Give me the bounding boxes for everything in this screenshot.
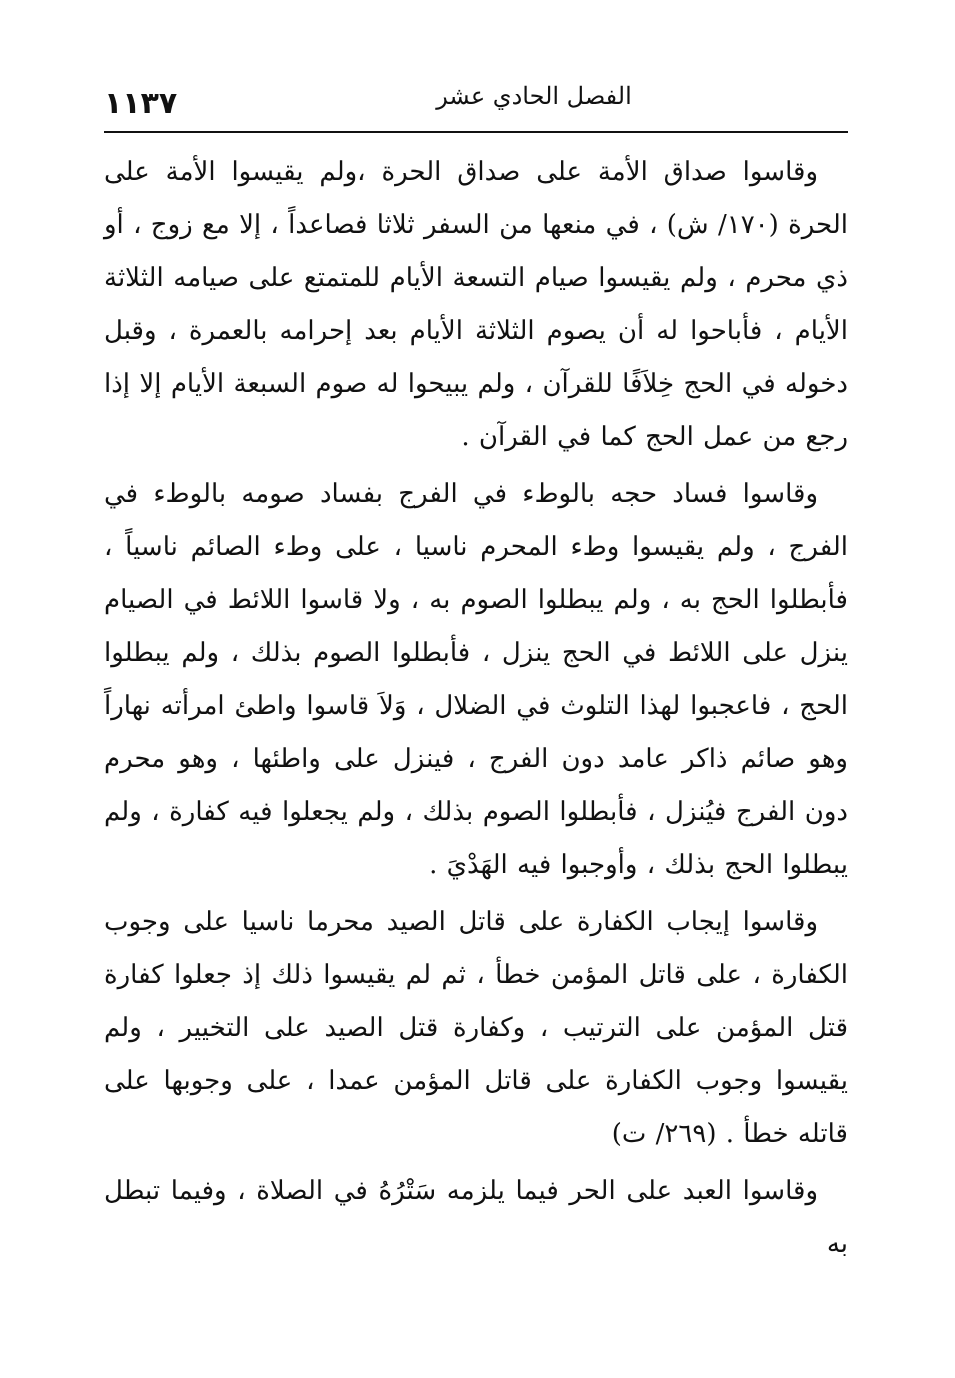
paragraph: وقاسوا فساد حجه بالوطء في الفرج بفساد صومه بالوطء في الفرج ، ولم يقيسوا وطء المحرم ناسيا ، على وطء الصائم ناسياً ، فأبطلوا الحج به ، ولم يبطلوا الصوم به ، ولا قاسوا اللائط في الصيام ينزل على اللائط في الحج ينزل ، فأبطلوا الصوم بذلك ، ولم يبطلوا الحج ، فاعجبوا لهذا التلوث في الضلال ، وَلاَ قاسوا واطئ امرأته نهاراً وهو صائم ذاكر عامد دون الفرج ، فينزل على واطئها ، وهو محرم دون الفرج فيُنزل ، فأبطلوا الصوم بذلك ، ولم يجعلوا فيه كفارة ، ولم يبطلوا الحج بذلك ، وأوجبوا فيه الهَدْيَ .	[104, 479, 848, 880]
page-header	[104, 72, 848, 128]
running-head: الفصل الحادي عشر	[436, 82, 632, 110]
paragraph: وقاسوا العبد على الحر فيما يلزمه سَتْرُهُ في الصلاة ، وفيما تبطل به	[104, 1176, 848, 1259]
paragraph: وقاسوا صداق الأمة على صداق الحرة ،ولم يقيسوا الأمة على الحرة (١٧٠/ ش) ، في منعها من السفر ثلاثا فصاعداً ، إلا مع زوج ، أو ذي محرم ، ولم يقيسوا صيام التسعة الأيام للمتمتع على صيامه الثلاثة الأيام ، فأباحوا له أن يصوم الثلاثة الأيام بعد إحرامه بالعمرة ، وقبل دخوله في الحج خِلاَفًا للقرآن ، ولم يبيحوا له صوم السبعة الأيام إلا إذا رجع من عمل الحج كما في القرآن .	[104, 157, 848, 452]
header-rule	[104, 131, 848, 133]
page-number: ١١٣٧	[104, 86, 178, 121]
body-text	[104, 146, 848, 1271]
paragraph: وقاسوا إيجاب الكفارة على قاتل الصيد محرما ناسيا على وجوب الكفارة ، على قاتل المؤمن خطأ ، ثم لم يقيسوا ذلك إذ جعلوا كفارة قتل المؤمن على الترتيب ، وكفارة قتل الصيد على التخيير ، ولم يقيسوا وجوب الكفارة على قاتل المؤمن عمدا ، على وجوبها على قاتله خطأ . (٢٦٩/ ت)	[104, 907, 848, 1149]
